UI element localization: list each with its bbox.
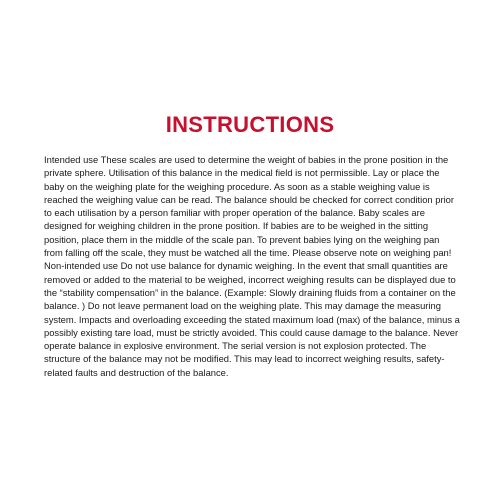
instructions-body-text: Intended use These scales are used to determine the weight of babies in the prone position in the private sphere. Utilisation of this balance in the medical field is not permissible. Lay or place the baby on the weighing plate for the weighing procedure. As soon as a stable weighing value is reached the weighing value can be read. The balance should be checked for correct condition prior to each utilisation by a person familiar with proper operation of the balance. Baby scales are designed for weighing children in the prone position. If babies are to be weighed in the sitting position, place them in the middle of the scale pan. To prevent babies lying on the weighing pan from falling off the scale, they must be watched all the time. Please observe note on weighing pan! Non-intended use Do not use balance for dynamic weighing. In the event that small quantities are removed or added to the material to be weighed, incorrect weighing results can be displayed due to the “stability compensation” in the balance. (Example: Slowly draining fluids from a container on the balance. ) Do not leave permanent load on the weighing plate. This may damage the measuring system. Impacts and overloading exceeding the stated maximum load (max) of the balance, minus a possibly existing tare load, must be strictly avoided. This could cause damage to the balance. Never operate balance in explosive environment. The serial version is not explosion protected. The structure of the balance may not be modified. This may lead to incorrect weighing results, safety-related faults and destruction of the balance. <box>44 154 460 378</box>
page-title: INSTRUCTIONS <box>165 112 335 137</box>
